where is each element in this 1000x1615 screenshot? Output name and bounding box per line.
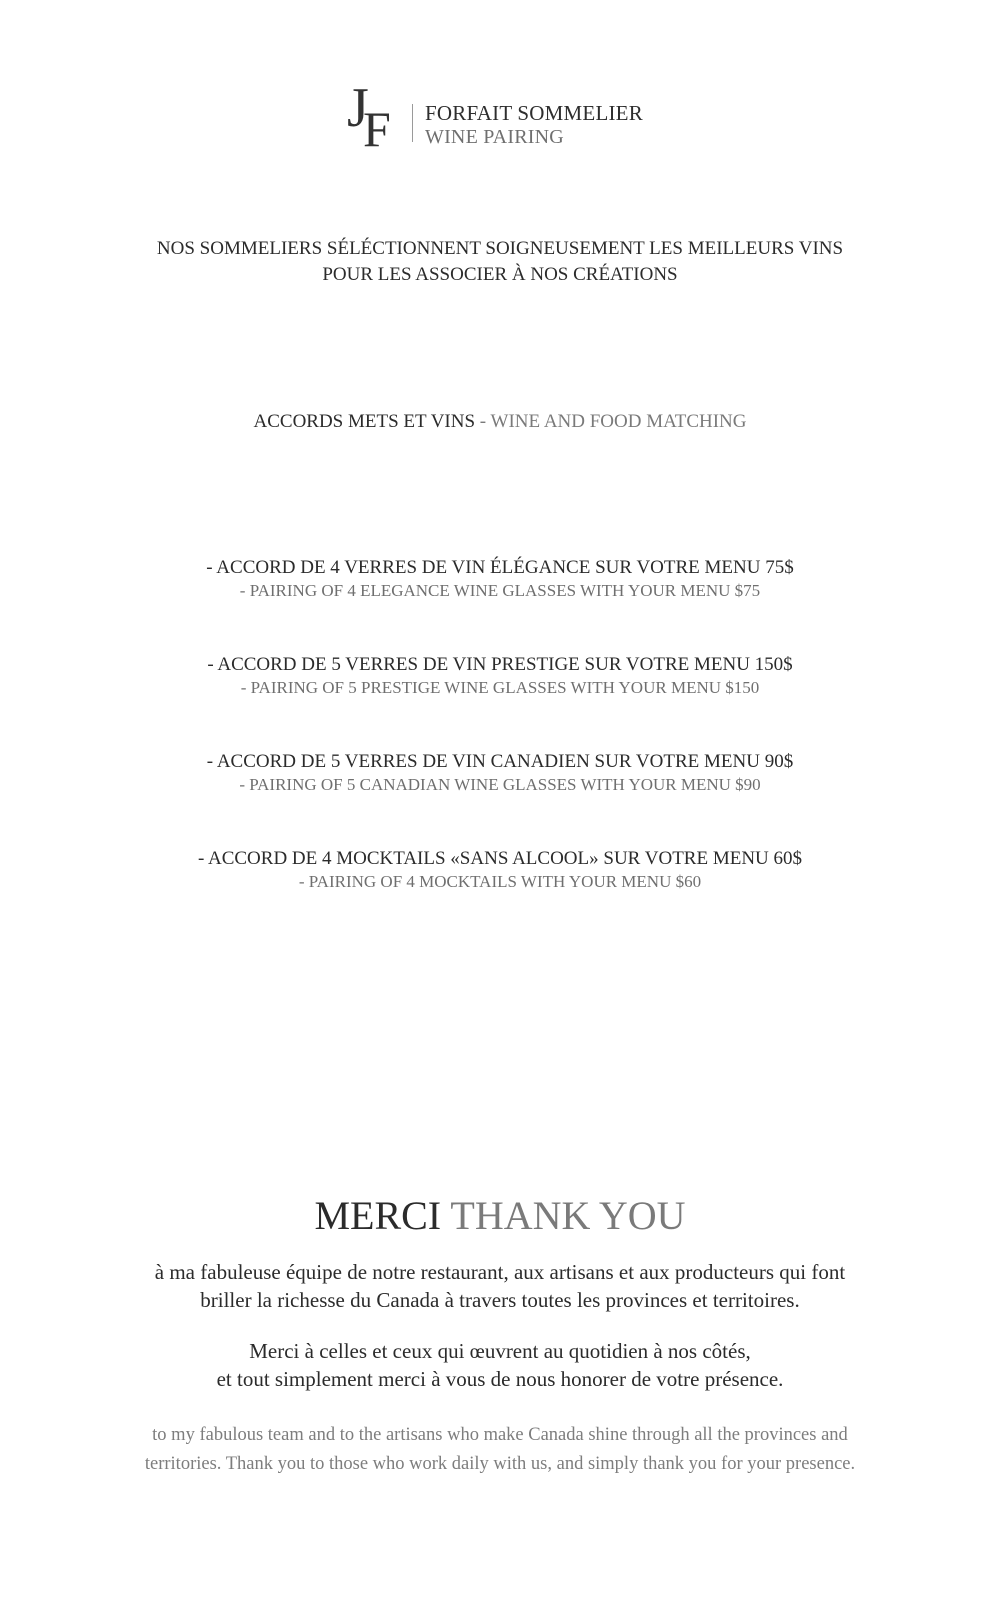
header [345, 77, 705, 157]
pairing-en: - PAIRING OF 4 MOCKTAILS WITH YOUR MENU $60 [298, 872, 702, 891]
pairing-en: - PAIRING OF 5 CANADIAN WINE GLASSES WITH YOUR MENU $90 [239, 775, 761, 794]
header-divider [412, 104, 413, 142]
thanks-heading-en: THANK YOU [450, 1193, 686, 1238]
matching-heading [0, 410, 1000, 434]
page-subtitle: WINE PAIRING [425, 126, 564, 148]
paragraph-line: to my fabulous team and to the artisans who make Canada shine through all the provinces and [152, 1425, 848, 1445]
paragraph-line: briller la richesse du Canada à travers toutes les provinces et territoires. [200, 1288, 800, 1312]
pairing-item [0, 653, 1000, 750]
paragraph-line: territories. Thank you to those who work daily with us, and simply thank you for your presence. [144, 1454, 856, 1474]
pairing-fr: - ACCORD DE 4 MOCKTAILS «SANS ALCOOL» SUR VOTRE MENU 60$ [197, 848, 803, 869]
matching-heading-en: - WINE AND FOOD MATCHING [479, 411, 747, 432]
pairing-item [0, 556, 1000, 653]
thanks-heading-fr: MERCI [314, 1193, 442, 1238]
pairing-en: - PAIRING OF 4 ELEGANCE WINE GLASSES WITH YOUR MENU $75 [239, 581, 761, 600]
intro-line: POUR LES ASSOCIER À NOS CRÉATIONS [322, 264, 678, 285]
matching-heading-fr: ACCORDS METS ET VINS [253, 411, 476, 432]
intro-line: NOS SOMMELIERS SÉLÉCTIONNENT SOIGNEUSEMENT LES MEILLEURS VINS [156, 238, 844, 259]
pairing-list [0, 556, 1000, 944]
pairing-item [0, 847, 1000, 944]
paragraph-line: à ma fabuleuse équipe de notre restaurant, aux artisans et aux producteurs qui font [154, 1260, 846, 1284]
intro-text [0, 236, 1000, 288]
pairing-fr: - ACCORD DE 5 VERRES DE VIN PRESTIGE SUR VOTRE MENU 150$ [207, 654, 793, 675]
pairing-fr: - ACCORD DE 4 VERRES DE VIN ÉLÉGANCE SUR VOTRE MENU 75$ [206, 557, 794, 578]
thanks-paragraph-fr [0, 1258, 1000, 1314]
pairing-en: - PAIRING OF 5 PRESTIGE WINE GLASSES WITH YOUR MENU $150 [240, 678, 760, 697]
logo-letter-f: F [363, 101, 391, 157]
pairing-item [0, 750, 1000, 847]
thanks-heading [0, 1192, 1000, 1240]
thanks-paragraph-en [0, 1421, 1000, 1479]
logo-letter-j: J [347, 77, 369, 139]
thanks-paragraph-fr [0, 1337, 1000, 1393]
pairing-fr: - ACCORD DE 5 VERRES DE VIN CANADIEN SUR VOTRE MENU 90$ [206, 751, 794, 772]
paragraph-line: et tout simplement merci à vous de nous honorer de votre présence. [216, 1367, 784, 1391]
paragraph-line: Merci à celles et ceux qui œuvrent au quotidien à nos côtés, [249, 1339, 751, 1363]
page-title: FORFAIT SOMMELIER [425, 101, 643, 125]
jf-logo [345, 77, 405, 157]
